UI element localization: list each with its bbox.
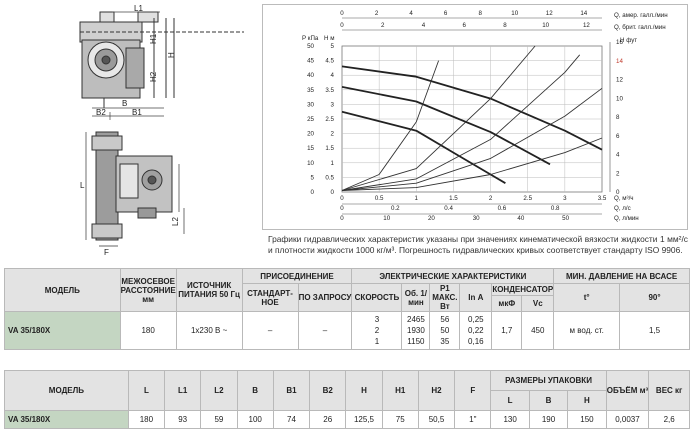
left-p-tick: 35 — [307, 86, 314, 94]
bottom-axis-3-tick: 50 — [562, 215, 570, 222]
t2-weight-cell: 2,6 — [649, 411, 690, 429]
t1-header-capacitor: КОНДЕНСАТОР — [492, 284, 554, 294]
t2-header-volume: ОБЪЁМ м³ — [606, 371, 649, 411]
left-h-tick: 5 — [330, 43, 334, 50]
t2-pack-h-cell: 150 — [568, 411, 606, 429]
t1-speed-value: 1 — [374, 337, 380, 346]
t2-header-pack-l: L — [491, 391, 529, 411]
bottom-axis-3-tick: 30 — [472, 215, 480, 222]
bottom-axis-2-tick: 0.4 — [444, 205, 453, 212]
left-p-tick: 0 — [310, 189, 314, 196]
t2-header-h2: H2 — [418, 371, 454, 411]
left-p-tick: 45 — [307, 57, 314, 65]
t2-header-pack-h: H — [568, 391, 606, 411]
t2-header-l: L — [128, 371, 164, 411]
t1-p1-value: 56 — [440, 315, 450, 324]
bottom-axis-2-tick: 0.8 — [550, 205, 560, 212]
left-p-tick: 20 — [307, 130, 314, 138]
bottom-axis-1-tick: 2.5 — [523, 195, 533, 202]
t2-header-f: F — [455, 371, 491, 411]
t1-header-in: In А — [460, 284, 492, 312]
top-axis-2-label: Q, брит. галл./мин — [614, 24, 666, 31]
right-tick: 8 — [616, 114, 620, 121]
t2-header-b: B — [237, 371, 273, 411]
t1-power-cell: 1x230 В ~ — [176, 312, 242, 350]
t2-header-pack-b: B — [529, 391, 567, 411]
t1-speed-value: 2 — [374, 326, 380, 335]
t2-header-l2: L2 — [201, 371, 237, 411]
left-p-tick: 15 — [307, 145, 314, 153]
dim-h-label: H — [167, 52, 176, 58]
dim-b2-label: B2 — [96, 108, 106, 117]
top-axis-1-tick: 10 — [511, 10, 519, 17]
t1-header-on-request: ПО ЗАПРОСУ — [298, 284, 352, 312]
t1-header-standard: СТАНДАРТ- НОЕ — [242, 284, 298, 312]
t1-header-connection: ПРИСОЕДИНЕНИЕ — [242, 269, 352, 284]
dim-b1-label: B1 — [132, 108, 142, 117]
left-p-tick: 10 — [307, 159, 314, 167]
t2-b1-cell: 74 — [273, 411, 309, 429]
chart-caption: Графики гидравлических характеристик указаны при значениях кинематической вязкости жидкости 1 мм²/с и плотности жидкости 1000 кг/м³. Погрешность гидравлических кривых соответствует стандарту ISO 9906. — [268, 234, 688, 255]
dim-l-label: L — [80, 181, 85, 190]
top-axis-1-tick: 0 — [340, 10, 344, 17]
t1-90-cell: 1,5 — [620, 312, 690, 350]
t2-header-l1: L1 — [165, 371, 201, 411]
bottom-axis-2-label: Q, л/с — [614, 205, 631, 212]
t1-on-request-cell: – — [298, 312, 352, 350]
t1-rpm-value: 1930 — [407, 326, 425, 335]
left-h-tick: 1 — [330, 159, 334, 167]
t1-in-value: 0,22 — [468, 326, 484, 335]
t1-speed-cell — [352, 312, 402, 350]
t1-header-electrical: ЭЛЕКТРИЧЕСКИЕ ХАРАКТЕРИСТИКИ — [352, 269, 554, 284]
t1-t-cell: м вод. ст. — [554, 312, 620, 350]
right-tick: 10 — [616, 95, 623, 103]
right-tick: 12 — [616, 76, 623, 84]
top-axis-1-tick: 4 — [409, 10, 413, 17]
left-p-tick: 30 — [307, 101, 314, 109]
t1-standard-cell: – — [242, 312, 298, 350]
dimensions-table — [4, 370, 690, 429]
t1-mkf-cell: 1,7 — [492, 312, 522, 350]
left-p-tick: 25 — [307, 116, 314, 123]
left-h-tick: 4 — [330, 72, 334, 80]
bottom-axis-3-tick: 40 — [517, 215, 525, 222]
t1-header-power: ИСТОЧНИК ПИТАНИЯ 50 Гц — [176, 269, 242, 312]
t2-header-b1: B1 — [273, 371, 309, 411]
t1-in-value: 0,16 — [468, 337, 484, 346]
right-tick: 2 — [616, 170, 620, 178]
top-axis-2-tick: 0 — [340, 22, 344, 29]
bottom-axis-1-tick: 2 — [488, 195, 493, 202]
dim-h2-label: H2 — [149, 71, 158, 82]
top-axis-2-tick: 2 — [381, 22, 385, 29]
t2-header-h1: H1 — [382, 371, 418, 411]
t2-h-cell: 125,5 — [346, 411, 382, 429]
left-axis-h-label: H м — [324, 35, 335, 42]
t1-p1-cell — [430, 312, 460, 350]
electrical-specs-table — [4, 268, 690, 350]
t2-b2-cell: 26 — [310, 411, 346, 429]
left-h-tick: 3 — [330, 101, 334, 109]
t1-header-vc: Vc — [522, 295, 554, 311]
top-axis-2-tick: 8 — [503, 22, 507, 29]
t2-b-cell: 100 — [237, 411, 273, 429]
t1-p1-value: 50 — [440, 326, 450, 335]
t2-l1-cell: 93 — [165, 411, 201, 429]
left-p-tick: 5 — [310, 174, 314, 182]
t2-pack-l-cell: 130 — [491, 411, 529, 429]
top-axis-1-tick: 6 — [443, 10, 448, 17]
dim-b-label: B — [122, 99, 128, 108]
left-h-tick: 2.5 — [325, 116, 334, 123]
t1-rpm-value: 2465 — [407, 315, 425, 324]
t2-header-pack: РАЗМЕРЫ УПАКОВКИ — [491, 371, 606, 391]
bottom-axis-1-tick: 0.5 — [374, 195, 384, 202]
t1-vc-cell: 450 — [522, 312, 554, 350]
left-p-tick: 50 — [307, 43, 314, 50]
bottom-axis-1-label: Q, м³/ч — [614, 195, 634, 202]
t1-rpm-value: 1150 — [407, 337, 425, 346]
t2-h2-cell: 50,5 — [418, 411, 454, 429]
t2-f-cell: 1" — [455, 411, 491, 429]
performance-chart — [262, 4, 688, 230]
t1-p1-value: 35 — [440, 337, 450, 346]
t2-header-b2: B2 — [310, 371, 346, 411]
t1-header-p1: P1 МАКС. Вт — [430, 284, 460, 312]
t1-in-value: 0,25 — [468, 315, 484, 324]
left-h-tick: 2 — [330, 130, 334, 138]
bottom-axis-3-tick: 20 — [427, 215, 435, 222]
top-axis-2-tick: 10 — [542, 22, 550, 29]
t2-h1-cell: 75 — [382, 411, 418, 429]
t1-header-mkf: мкФ — [492, 295, 522, 311]
t1-header-t: t° — [554, 284, 620, 312]
t1-distance-cell: 180 — [120, 312, 176, 350]
bottom-axis-2-tick: 0.2 — [390, 205, 400, 212]
t2-pack-b-cell: 190 — [529, 411, 567, 429]
left-h-tick: 1.5 — [325, 145, 334, 153]
right-tick: 4 — [616, 151, 620, 159]
left-p-tick: 40 — [307, 72, 314, 80]
bottom-axis-1-tick: 1 — [414, 195, 419, 202]
left-h-tick: 0.5 — [325, 174, 334, 182]
top-axis-1-tick: 8 — [478, 10, 482, 17]
bottom-axis-3-tick: 0 — [340, 215, 344, 222]
t1-header-model: МОДЕЛЬ — [5, 269, 121, 312]
right-tick: 14 — [616, 57, 623, 65]
t1-model-cell: VA 35/180X — [5, 312, 121, 350]
top-axis-1-tick: 2 — [374, 10, 379, 17]
t1-header-min-pressure: МИН. ДАВЛЕНИЕ НА ВСАСЕ — [554, 269, 690, 284]
t2-l2-cell: 59 — [201, 411, 237, 429]
bottom-axis-3-label: Q, л/мин — [614, 215, 639, 222]
t1-header-speed: СКОРОСТЬ — [352, 284, 402, 312]
dim-f-label: F — [104, 248, 109, 257]
top-axis-1-tick: 14 — [580, 10, 588, 17]
dim-h1-label: H1 — [149, 33, 158, 44]
bottom-axis-1-tick: 1.5 — [449, 195, 458, 202]
top-axis-2-tick: 12 — [582, 22, 590, 29]
top-axis-1-label: Q, амер. галл./мин — [614, 12, 668, 19]
dim-l2-label: L2 — [171, 217, 180, 226]
t1-rpm-cell — [402, 312, 430, 350]
pump-technical-drawing — [4, 4, 256, 258]
top-axis-2-tick: 6 — [462, 22, 466, 29]
right-axis-label: H фут — [620, 37, 638, 44]
bottom-axis-3-tick: 10 — [383, 215, 391, 222]
right-tick: 0 — [616, 189, 620, 196]
t1-header-90: 90° — [620, 284, 690, 312]
right-tick: 16 — [616, 39, 623, 46]
bottom-axis-1-tick: 3 — [563, 195, 567, 202]
bottom-axis-2-tick: 0 — [340, 205, 344, 212]
dim-l1-label: L1 — [134, 4, 143, 13]
left-axis-p-label: P кПа — [302, 35, 319, 42]
t2-l-cell: 180 — [128, 411, 164, 429]
right-tick: 6 — [616, 132, 620, 140]
t1-header-rpm: Об. 1/мин — [402, 284, 430, 312]
t1-in-cell — [460, 312, 492, 350]
left-h-tick: 3.5 — [325, 86, 334, 94]
t1-speed-value: 3 — [374, 315, 380, 324]
top-axis-2-tick: 4 — [421, 22, 426, 29]
left-h-tick: 0 — [330, 189, 334, 196]
t2-model-cell: VA 35/180X — [5, 411, 129, 429]
bottom-axis-1-tick: 3.5 — [597, 195, 607, 202]
t2-volume-cell: 0,0037 — [606, 411, 649, 429]
t2-header-weight: ВЕС кг — [649, 371, 690, 411]
t2-header-model: МОДЕЛЬ — [5, 371, 129, 411]
pump-front-view — [80, 12, 244, 108]
pump-side-view — [86, 132, 184, 246]
bottom-axis-2-tick: 0.6 — [497, 205, 507, 212]
t1-header-distance: МЕЖОСЕВОЕ РАССТОЯНИЕ мм — [120, 269, 176, 312]
left-h-tick: 4.5 — [325, 57, 334, 65]
top-axis-1-tick: 12 — [545, 10, 553, 17]
t2-header-h: H — [346, 371, 382, 411]
bottom-axis-1-tick: 0 — [340, 195, 344, 202]
